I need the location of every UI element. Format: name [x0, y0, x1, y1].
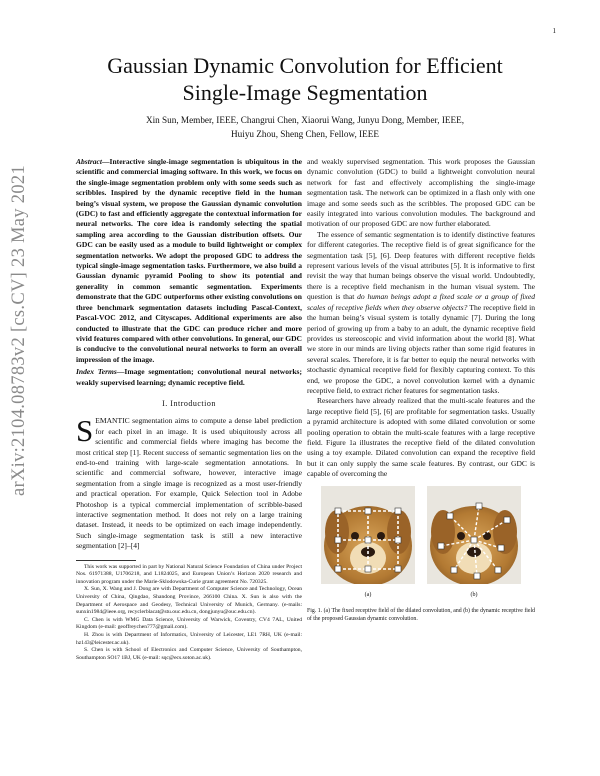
figure-1-caption: Fig. 1. (a) The fixed receptive field of the dilated convolution, and (b) the dynamic receptive field of the proposed Gaussian dynamic convolution. [307, 608, 535, 622]
footnotes [76, 564, 302, 663]
figure-1a-label: (a) [364, 591, 372, 598]
introduction-paragraph-1 [76, 413, 302, 551]
abstract-label: Abstract [76, 157, 102, 166]
author-list-line-2: Huiyu Zhou, Sheng Chen, Fellow, IEEE [231, 129, 379, 139]
paper-title-line-1: Gaussian Dynamic Convolution for Efficient [107, 53, 503, 78]
drop-cap-letter: S [76, 413, 94, 449]
page-number: 1 [552, 27, 556, 35]
author-list-line-1: Xin Sun, Member, IEEE, Changrui Chen, Xiaorui Wang, Junyu Dong, Member, IEEE, [145, 115, 465, 125]
dilated-conv-dog-image [321, 486, 415, 584]
paragraph-3-question: do human beings adopt a fixed scale or a group of fixed scales of receptive fields when they observe objects? [307, 292, 535, 312]
introduction-paragraph-3 [307, 230, 535, 397]
abstract-text: —Interactive single-image segmentation is ubiquitous in the scientific and commercial imaging software. In this work, we focus on the single-image segmentation problem only with some seeds such as scribbles. Inspired by the dynamic receptive field in the human being’s visual system, we propose the Gaussian dynamic convolution (GDC) to fast and efficiently aggregate the contextual information for neural networks. The core idea is randomly selecting the spatial sampling area according to the Gaussian distribution offsets. Our GDC can be easily used as a module to build lightweight or complex segmentation networks. We adopt the proposed GDC to address the typical single-image segmentation tasks. Furthermore, we also build a Gaussian dynamic pyramid Pooling to show its potential and generality in common semantic segmentation. Experiments demonstrate that the GDC outperforms other existing convolutions on three benchmark segmentation datasets including Pascal-Context, Pascal-VOC 2012, and Cityscapes. Additional experiments are also conducted to illustrate that the GDC can produce richer and more vivid features compared with other convolutions. In general, our GDC is conducive to the convolutional neural networks to form an overall impression of the image. [76, 157, 302, 364]
figure-1a-panel [321, 486, 415, 600]
footnote-affiliation-southampton: S. Chen is with School of Electronics and Computer Science, University of Southampton, Southampton SO17 1BJ, UK (e-mail: sqc@ecs.soton.ac.uk). [76, 647, 302, 661]
footnote-divider [76, 560, 136, 561]
index-terms-label: Index Terms [76, 367, 117, 377]
introduction-paragraph-2: and weakly supervised segmentation. This work proposes the Gaussian dynamic convolution (GDC) to build a lightweight convolution neural network for fast and effectively accomplishing the single-image segmentation task. The network can be optimized in a flash only with one image and some seeds such as the scribbles. The proposed GDC can be easily integrated into various convolution modules. The background and motivation of our proposed GDC are now further elaborated. [307, 157, 535, 229]
arxiv-identifier-stamp [6, 50, 32, 610]
section-heading-introduction: I. Introduction [162, 398, 216, 408]
arxiv-identifier-text: arXiv:2104.08783v2 [cs.CV] 23 May 2021 [8, 164, 29, 496]
paper-title [70, 52, 540, 106]
left-column [76, 157, 302, 662]
gaussian-dynamic-conv-dog-image [427, 486, 521, 584]
intro-first-word: EMANTIC [95, 416, 130, 426]
index-terms [76, 367, 302, 388]
footnote-funding: This work was supported in part by National Natural Science Foundation of China under Project Nos. 61971388, U1706218, and L1824025, and European Union’s Horizon 2020 research and innovation program under the Marie-Sklodowska-Curie grant agreement No. 720325. [76, 563, 302, 585]
abstract [76, 157, 302, 365]
introduction-text: segmentation aims to compute a dense label prediction for each pixel in an image. It is used ubiquitously across all scientific and commercial fields where imaging has become the most critical step [1]. Recent success of semantic segmentation lies on the end-to-end training with large-scale segmentation annotations. In scientific and commercial software, however, interactive image segmentation from a single image is recognized as a most user-friendly and practical operation. For example, Quick Selection tool in Adobe Photoshop is a typical commercial implementation of scribble-based interactive segmentation method. It does not rely on a large training dataset. Instead, it needs to be optimized on each image independently. Such single-image segmentation task is still a new interactive segmentation [2]–[4] [76, 416, 302, 551]
figure-1 [321, 486, 521, 600]
paragraph-3-part-2: The receptive field in the human being’s visual system is totally dynamic [7]. During the long period of growing up from a baby to an adult, the dynamic receptive field provides us stereoscopic and vivid information about the world [8]. What we store in our minds are living objects rather than some rigid features in several scales. Therefore, it is far better to equip the neural networks with stochastic dynamical receptive field for flexibly capturing context. To this end, we propose the GDC, a novel convolution kernel with a dynamic receptive field, to extract richer features for segmentation tasks. [307, 302, 535, 395]
footnote-affiliation-leicester: H. Zhou is with Department of Informatics, University of Leicester, LE1 7RH, UK (e-mail: hz143@leicester.ac.uk). [76, 631, 302, 646]
paper-title-line-2: Single-Image Segmentation [182, 80, 428, 105]
index-terms-text: —Image segmentation; convolutional neural networks; weakly supervised learning; dynamic receptive field. [76, 367, 302, 387]
right-column [307, 157, 535, 624]
introduction-paragraph-4: Researchers have already realized that the multi-scale features and the large receptive field [5], [6] are profitable for segmentation tasks. Usually a pyramid architecture is adopted with some dilated convolution or some pooling operation to obtain the multi-scale features with a large receptive field. Figure 1a illustrates the receptive field of the dilated convolution using a toy example. Dilated convolution can expand the receptive field but it can only supply the same scale features. By contrast, our GDC is capable of overcoming the [307, 396, 535, 479]
figure-1b-panel [427, 486, 521, 600]
paragraph-3-part-1: The essence of semantic segmentation is to identify distinctive features for different categories. The receptive field is of great significance for the segmentation task [5], [6]. Deep features with different receptive fields represent various levels of the visual attributes [5]. It is informative to first revisit the way that human beings observe the visual world. Undoubtedly, there is a receptive field mechanism in the human visual system. The question is that [307, 229, 535, 302]
footnote-affiliation-ouc: X. Sun, X. Wang and J. Dong are with Department of Computer Science and Technology, Ocean University of China, Qingdao, Shandong Province, 266100 China. X. Sun is also with the Department of Aerospace and Geodesy, Technical University of Munich, Germany. (e-mails: sunxin1984@ieee.org, recyclerblacat@stu.ouc.edu.cn, dongjunyu@ouc.edu.cn). [76, 586, 302, 616]
figure-1b-label: (b) [470, 591, 478, 598]
author-list [70, 113, 540, 141]
footnote-affiliation-warwick: C. Chen is with WMG Data Science, University of Warwick, Coventry, CV4 7AL, United Kingdom (e-mail: geoffreychen777@gmail.com). [76, 616, 302, 631]
